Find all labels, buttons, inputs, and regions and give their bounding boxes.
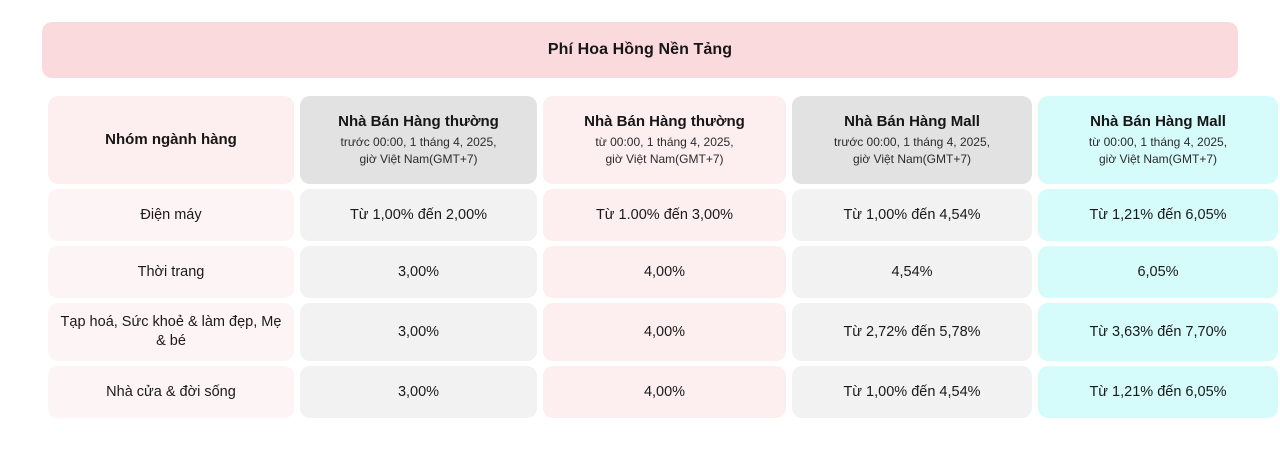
row-value-cell — [1038, 246, 1278, 298]
row-value-cell — [543, 189, 786, 241]
row-value: Từ 1,00% đến 4,54% — [792, 189, 1032, 241]
row-value: Từ 1,21% đến 6,05% — [1038, 366, 1278, 418]
row-value-cell — [792, 366, 1032, 418]
row-value-cell — [300, 246, 537, 298]
header-subtitle — [1089, 134, 1227, 166]
row-value-cell — [543, 303, 786, 361]
row-category-cell — [48, 189, 294, 241]
header-subtitle-line-1: từ 00:00, 1 tháng 4, 2025, — [595, 135, 734, 150]
row-value: 6,05% — [1038, 246, 1278, 298]
row-category-cell — [48, 366, 294, 418]
header-title: Nhà Bán Hàng Mall — [844, 113, 980, 131]
row-value: Từ 1,21% đến 6,05% — [1038, 189, 1278, 241]
row-value: 3,00% — [300, 366, 537, 418]
row-value: Từ 3,63% đến 7,70% — [1038, 303, 1278, 361]
header-subtitle-line-2: giờ Việt Nam(GMT+7) — [1098, 151, 1217, 166]
header-title: Nhà Bán Hàng Mall — [1090, 113, 1226, 131]
row-value-cell — [300, 366, 537, 418]
row-value: 4,54% — [792, 246, 1032, 298]
row-category-label: Điện máy — [48, 189, 294, 241]
header-cell-mall-seller-after — [1038, 96, 1278, 184]
header-subtitle-line-2: giờ Việt Nam(GMT+7) — [852, 151, 971, 166]
row-value-cell — [300, 189, 537, 241]
table-row — [48, 303, 1278, 361]
table-row — [48, 246, 1278, 298]
commission-fee-table — [42, 91, 1280, 423]
row-value: Từ 2,72% đến 5,78% — [792, 303, 1032, 361]
header-cell-category — [48, 96, 294, 184]
row-value: Từ 1.00% đến 3,00% — [543, 189, 786, 241]
header-title: Nhà Bán Hàng thường — [338, 113, 499, 131]
header-subtitle-line-1: từ 00:00, 1 tháng 4, 2025, — [1088, 135, 1228, 150]
header-title: Nhóm ngành hàng — [105, 131, 237, 148]
row-category-label: Thời trang — [48, 246, 294, 298]
header-cell-normal-seller-after — [543, 96, 786, 184]
row-value-cell — [792, 303, 1032, 361]
table-header-row — [48, 96, 1278, 184]
row-category-cell — [48, 303, 294, 361]
row-value: 3,00% — [300, 303, 537, 361]
row-value: 4,00% — [543, 366, 786, 418]
header-subtitle-line-1: trước 00:00, 1 tháng 4, 2025, — [833, 135, 990, 150]
header-subtitle-line-2: giờ Việt Nam(GMT+7) — [359, 151, 478, 166]
row-value: 4,00% — [543, 303, 786, 361]
header-cell-normal-seller-before — [300, 96, 537, 184]
row-value-cell — [300, 303, 537, 361]
row-value-cell — [792, 189, 1032, 241]
table-row — [48, 366, 1278, 418]
header-subtitle — [595, 134, 733, 166]
row-category-label: Nhà cửa & đời sống — [48, 366, 294, 418]
page-title-bar — [42, 22, 1238, 78]
row-value-cell — [1038, 189, 1278, 241]
header-title: Nhà Bán Hàng thường — [584, 113, 745, 131]
row-value-cell — [1038, 366, 1278, 418]
row-value-cell — [543, 366, 786, 418]
row-value: Từ 1,00% đến 2,00% — [300, 189, 537, 241]
row-value-cell — [543, 246, 786, 298]
row-value-cell — [1038, 303, 1278, 361]
table-row — [48, 189, 1278, 241]
header-cell-mall-seller-before — [792, 96, 1032, 184]
header-subtitle — [834, 134, 990, 166]
row-category-label: Tạp hoá, Sức khoẻ & làm đẹp, Mẹ & bé — [48, 303, 294, 361]
page-title: Phí Hoa Hồng Nền Tảng — [547, 41, 733, 58]
header-subtitle-line-2: giờ Việt Nam(GMT+7) — [605, 151, 724, 166]
row-value-cell — [792, 246, 1032, 298]
row-category-cell — [48, 246, 294, 298]
header-subtitle — [340, 134, 496, 166]
row-value: 4,00% — [543, 246, 786, 298]
row-value: Từ 1,00% đến 4,54% — [792, 366, 1032, 418]
header-subtitle-line-1: trước 00:00, 1 tháng 4, 2025, — [340, 135, 497, 150]
row-value: 3,00% — [300, 246, 537, 298]
